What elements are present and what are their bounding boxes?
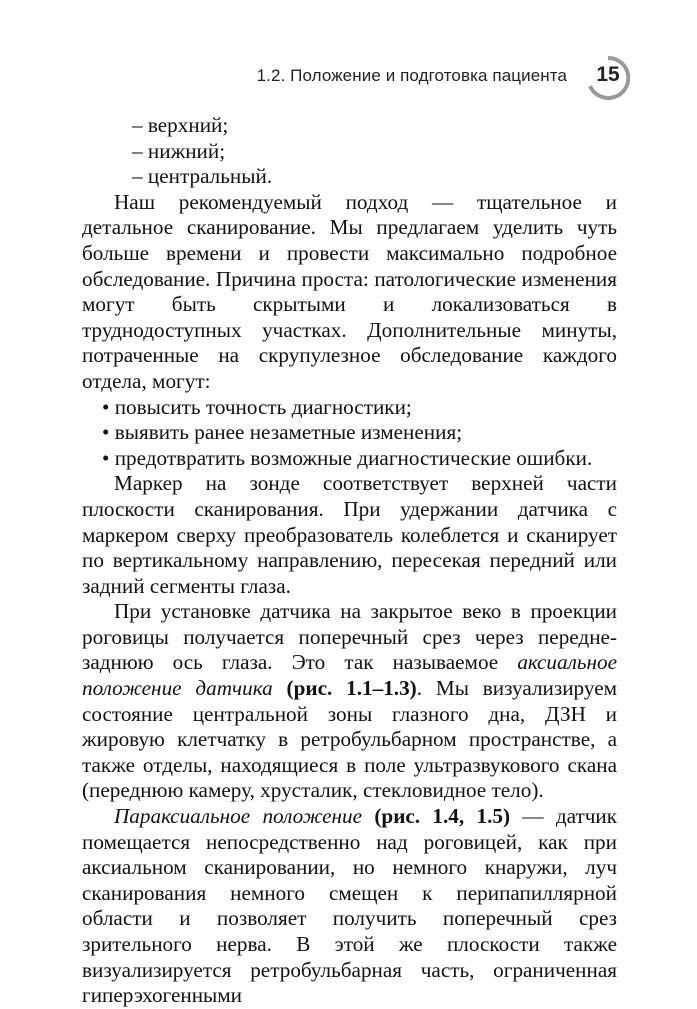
body-text bbox=[82, 113, 617, 1009]
bullet-item: • выявить ранее незаметные изменения; bbox=[102, 420, 463, 445]
paraxial-term: Параксиальное положение bbox=[114, 804, 363, 829]
paragraph-axial bbox=[82, 599, 617, 804]
axial-term: аксиальное положение датчика bbox=[82, 650, 617, 701]
paragraph-approach: Наш рекомендуемый подход — тщательное и детальное сканирование. Мы предлагаем уделить чуть больше времени и провести максимально подробное обследование. Причина проста: патологические изменения могут быть скрытыми и локализоваться в труднодоступных участках. Дополнительные минуты, потраченные на скрупулезное обследование каждого отдела, могут: bbox=[82, 189, 617, 393]
paragraph-marker: Маркер на зонде соответствует верхней части плоскости сканирования. При удержании датчика с маркером сверху преобразователь колеблется и сканирует по вертикальному направлению, пересекая передний или задний сегменты глаза. bbox=[82, 471, 617, 598]
axial-figure-ref: (рис. 1.1–1.3) bbox=[286, 676, 417, 701]
dash-item: – нижний; bbox=[132, 138, 226, 163]
dash-item: – центральный. bbox=[132, 164, 273, 189]
paragraph-paraxial bbox=[82, 804, 617, 1009]
page-number: 15 bbox=[596, 63, 620, 86]
bullet-item: • предотвратить возможные диагностические ошибки. bbox=[102, 445, 593, 470]
axial-text-start: При установке датчика на закрытое веко в проекции роговицы получается поперечный срез через передне-заднюю ось глаза. Это так называемое bbox=[82, 599, 617, 675]
axial-text-end: . Мы визуализируем состояние центральной зоны глазного дна, ДЗН и жировую клетчатку в ретробульбарном пространстве, а также отделы, находящиеся в поле ультразвукового скана (переднюю камеру, хрусталик, стекловидное тело). bbox=[82, 676, 617, 803]
bullet-item: • повысить точность диагностики; bbox=[102, 394, 412, 419]
page-header bbox=[0, 63, 697, 102]
paraxial-text: — датчик помещается непосредственно над роговицей, как при аксиальном сканировании, но немного кнаружи, луч сканирования немного смещен к перипапиллярной области и позволяет получить поперечный срез зрительного нерва. В этой же плоскости также визуализируется ретробульбарная часть, ограниченная гиперэхогенными bbox=[82, 804, 618, 1008]
page-number-badge bbox=[586, 56, 630, 100]
dash-item: – верхний; bbox=[132, 113, 229, 137]
running-title: 1.2. Положение и подготовка пациента bbox=[256, 66, 567, 85]
paraxial-figure-ref: (рис. 1.4, 1.5) bbox=[374, 804, 511, 829]
